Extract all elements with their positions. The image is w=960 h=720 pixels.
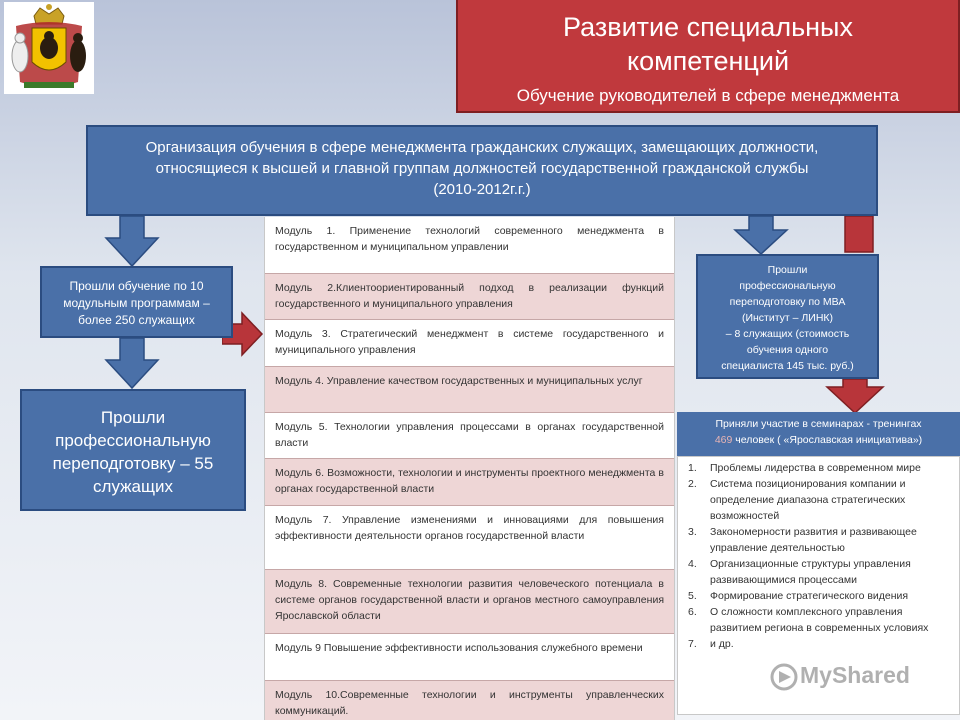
seminars-count: 469 [714,434,733,446]
main-header-line1: Организация обучения в сфере менеджмента гражданских служащих, замещающих должности, [145,139,819,156]
module-row: Модуль 9 Повышение эффективности использования служебного времени [265,634,674,681]
mba-line3: переподготовку по МВА [729,296,846,308]
modular-training-line1: Прошли обучение по 10 [69,279,204,293]
module-row: Модуль 7. Управление изменениями и инновациями для повышения эффективности деятельности органов государственной власти [265,506,674,570]
mba-line5: – 8 служащих (стоимость [725,328,850,340]
module-row: Модуль 3. Стратегический менеджмент в системе государственного и муниципального управления [265,320,674,367]
page-subtitle: Обучение руководителей в сфере менеджмента [516,86,900,105]
module-row: Модуль 10.Современные технологии и инструменты управленческих коммуникаций. [265,681,674,720]
connector-bar-icon [843,216,875,254]
mba-line7: специалиста 145 тыс. руб.) [721,360,854,372]
module-row: Модуль 6. Возможности, технологии и инструменты проектного менеджмента в органах государственной власти [265,459,674,506]
seminars-line1: Приняли участие в семинарах - тренингах [715,418,922,430]
list-item: 7. и др. [688,638,734,650]
watermark-text: MyShared [800,662,910,688]
retraining-line1: Прошли [100,408,166,427]
retraining-line3: переподготовку – 55 [52,454,214,473]
main-header-box [86,125,878,216]
mba-line1: Прошли [767,264,808,276]
retraining-line2: профессиональную [55,431,211,450]
seminars-line2: человек ( «Ярославская инициатива») [735,434,923,446]
modular-training-line3: более 250 служащих [78,313,195,327]
down-arrow-icon [825,379,885,415]
module-row: Модуль 2.Клиентоориентированный подход в реализации функций государственного и муниципального управления [265,274,674,320]
page-title-line2: компетенций [626,46,790,76]
mba-line2: профессиональную [739,280,836,292]
page-title-line1: Развитие специальных [563,12,853,42]
module-row: Модуль 8. Современные технологии развития человеческого потенциала в системе органов государственной власти и органов местного самоуправления Ярославской области [265,570,674,634]
list-item: 1. Проблемы лидерства в современном мире [688,462,921,474]
page-title [458,10,958,78]
module-row: Модуль 4. Управление качеством государственных и муниципальных услуг [265,367,674,413]
module-row: Модуль 5. Технологии управления процессами в органах государственной власти [265,413,674,459]
module-row: Модуль 1. Применение технологий современного менеджмента в государственном и муниципальном управлении [265,217,674,274]
down-arrow-icon [733,216,789,256]
retraining-line4: служащих [93,477,173,496]
title-banner [456,0,960,113]
list-item: 2. Система позиционирования компании и определение диапазона стратегических возможностей [688,478,906,522]
list-item: 6. О сложности комплексного управления развитием региона в современных условиях [688,606,929,634]
main-header-line3: (2010-2012г.г.) [433,181,531,198]
modular-training-box [40,266,233,338]
coat-of-arms-icon [4,2,94,94]
myshared-logo-icon [770,663,798,691]
list-item: 3. Закономерности развития и развивающее управление деятельностью [688,526,917,554]
down-arrow-icon [104,338,160,390]
list-item: 5. Формирование стратегического видения [688,590,909,602]
modules-table [264,217,675,720]
mba-retraining-box [696,254,879,379]
modular-training-line2: модульным программам – [63,296,210,310]
main-header-line2: относящиеся к высшей и главной группам должностей государственной гражданской службы [155,160,809,177]
retraining-box [20,389,246,511]
mba-line4: (Институт – ЛИНК) [741,312,834,324]
watermark-logo [770,660,945,694]
mba-line6: обучения одного [746,344,829,356]
down-arrow-icon [104,216,160,268]
list-item: 4. Организационные структуры управления развивающимися процессами [688,558,911,586]
seminars-header [677,412,960,456]
